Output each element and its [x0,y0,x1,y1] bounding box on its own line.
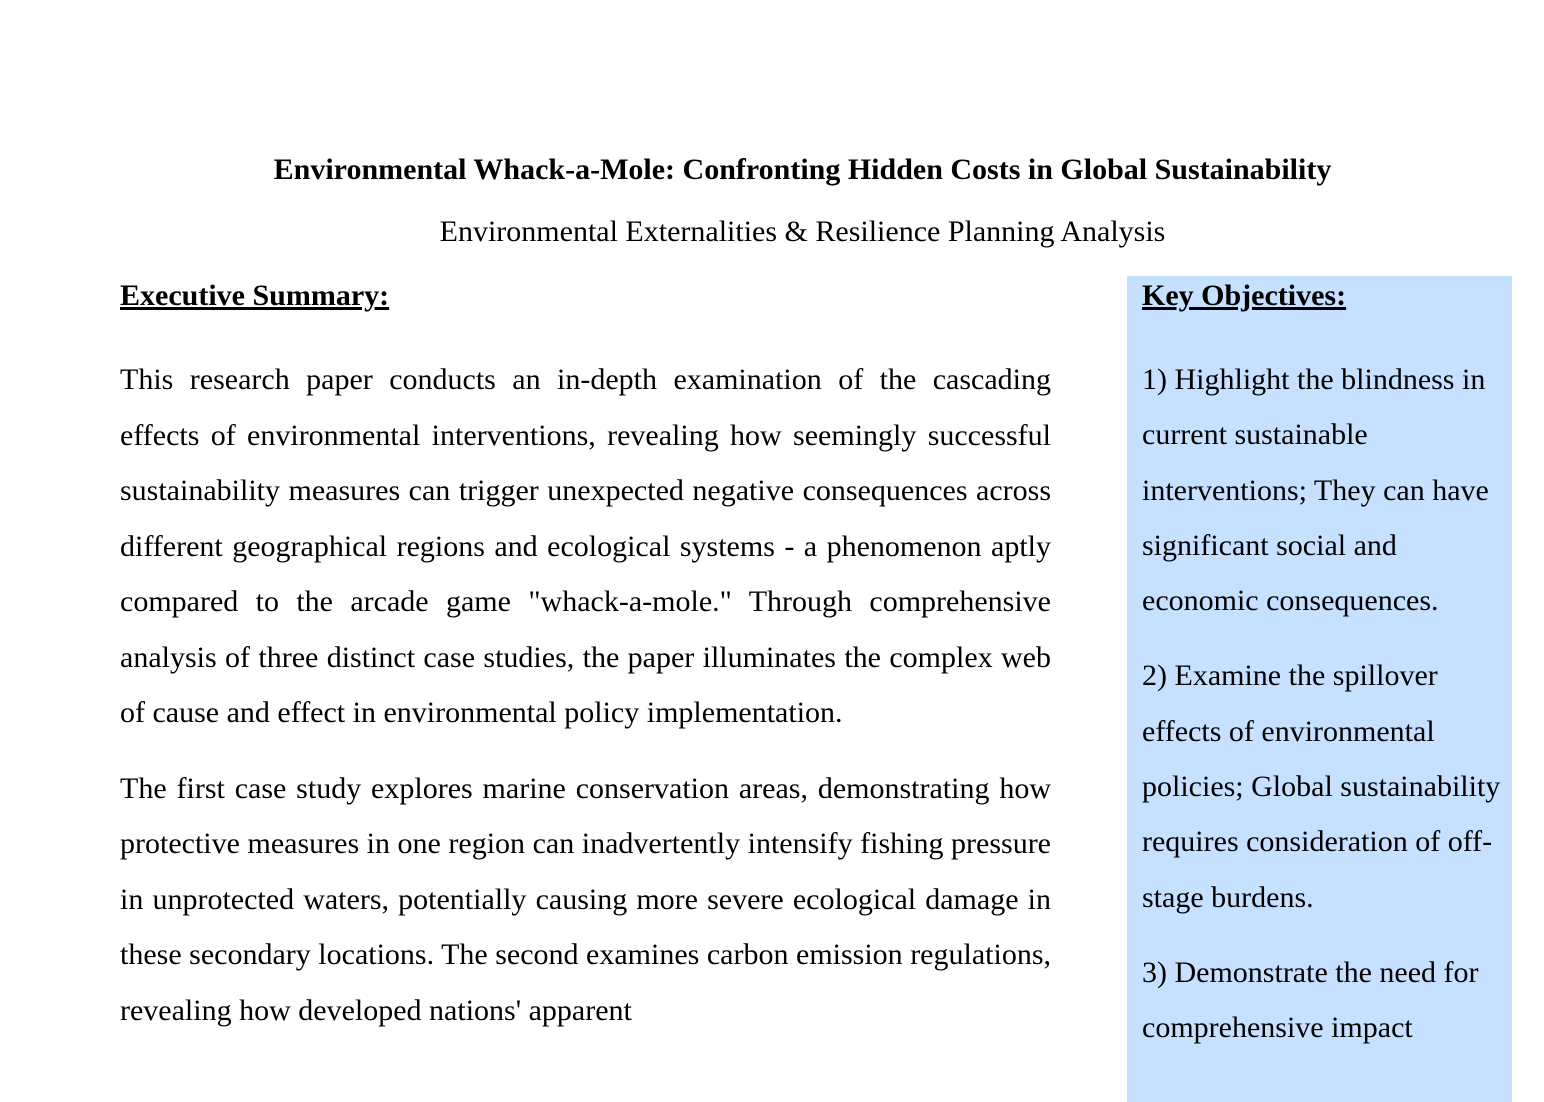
objective-item: 1) Highlight the blindness in current sustainable interventions; They can have significant social and economic consequences. [1142,363,1489,618]
objective-item: 2) Examine the spillover effects of environmental policies; Global sustainability requires consideration of off-stage burdens. [1142,659,1501,914]
executive-summary-heading: Executive Summary: [120,279,390,312]
summary-paragraph: This research paper conducts an in-depth examination of the cascading effects of environmental interventions, revealing how seemingly successful sustainability measures can trigger unexpected negative consequences across different geographical regions and ecological systems - a phenomenon aptly compared to the arcade game "whack-a-mole." Through comprehensive analysis of three distinct case studies, the paper illuminates the complex web of cause and effect in environmental policy implementation. [120,363,1051,729]
executive-summary-section [120,276,1051,1058]
summary-paragraph: The first case study explores marine conservation areas, demonstrating how protective measures in one region can inadvertently intensify fishing pressure in unprotected waters, potentially causing more severe ecological damage in these secondary locations. The second examines carbon emission regulations, revealing how developed nations' apparent [120,771,1051,1027]
objective-item: 3) Demonstrate the need for comprehensive impact [1142,955,1479,1045]
document-subtitle: Environmental Externalities & Resilience Planning Analysis [439,215,1166,248]
document-title: Environmental Whack-a-Mole: Confronting Hidden Costs in Global Sustainability [273,153,1332,186]
key-objectives-heading: Key Objectives: [1142,279,1347,312]
key-objectives-sidebar [1127,276,1512,1102]
